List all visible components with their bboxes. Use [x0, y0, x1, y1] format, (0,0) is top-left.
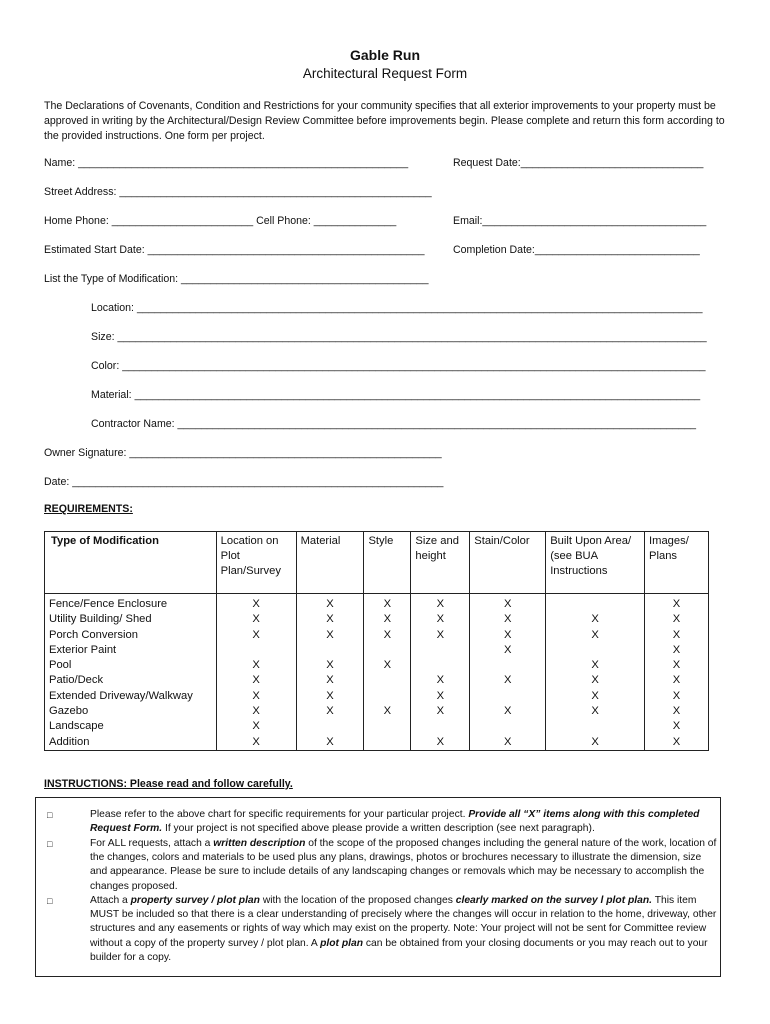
requirement-mark [546, 719, 645, 734]
modification-type-cell: Addition [45, 735, 217, 751]
intro-paragraph: The Declarations of Covenants, Condition and Restrictions for your community specifies that all exterior improvements to your property must be approved in writing by the Architectural/Design Review Committee before improvements begin. Please complete and return this form according to the provided instructions. One form per project. [44, 100, 725, 142]
checkbox-icon: □ [47, 810, 53, 820]
requirement-mark [411, 719, 470, 734]
requirement-mark: X [546, 673, 645, 688]
requirement-mark [546, 594, 645, 613]
instruction-text: For ALL requests, attach a written description of the scope of the proposed changes including the general nature of the work, location of the changes, colors and materials to be used plus any plans, drawings, photos or brochures necessary to illustrate the dimension, size and appearance. Please be sure to include details of any landscaping changes or removals which may be necessary to accomplish the changes proposed. [90, 838, 717, 892]
owner-signature-field[interactable]: Owner Signature: _____________________________________________________ [44, 447, 442, 459]
requirement-mark [364, 735, 411, 751]
contractor-name-field[interactable]: Contractor Name: ________________________________________________________________________________________ [91, 418, 697, 430]
name-field[interactable]: Name: ________________________________________________________ [44, 157, 409, 169]
requirement-mark: X [216, 735, 296, 751]
requirement-mark: X [364, 704, 411, 719]
requirement-mark: X [364, 594, 411, 613]
table-row [45, 612, 709, 627]
requirement-mark [411, 658, 470, 673]
requirement-mark [546, 643, 645, 658]
completion-date-field[interactable]: Completion Date:____________________________ [453, 244, 700, 256]
email-field[interactable]: Email:______________________________________ [453, 215, 707, 227]
street-address-field[interactable]: Street Address: _____________________________________________________ [44, 186, 432, 198]
modification-type-cell: Porch Conversion [45, 628, 217, 643]
table-row [45, 643, 709, 658]
modification-type-cell: Pool [45, 658, 217, 673]
column-header: Type of Modification [45, 532, 217, 594]
requirement-mark: X [296, 594, 364, 613]
modification-type-cell: Patio/Deck [45, 673, 217, 688]
requirement-mark: X [216, 719, 296, 734]
requirement-mark: X [470, 628, 546, 643]
requirement-mark: X [216, 594, 296, 613]
column-header: Built Upon Area/ (see BUA Instructions [546, 532, 645, 594]
size-field[interactable]: Size: ____________________________________________________________________________________________________ [91, 331, 707, 343]
table-row [45, 673, 709, 688]
table-row [45, 658, 709, 673]
requirement-mark [364, 643, 411, 658]
table-row [45, 628, 709, 643]
material-field[interactable]: Material: ________________________________________________________________________________________________ [91, 389, 701, 401]
requirement-mark: X [645, 735, 709, 751]
column-header: Stain/Color [470, 532, 546, 594]
requirement-mark: X [645, 719, 709, 734]
requirement-mark: X [296, 704, 364, 719]
requirement-mark [364, 719, 411, 734]
table-row [45, 719, 709, 734]
requirement-mark: X [216, 612, 296, 627]
column-header: Size and height [411, 532, 470, 594]
requirement-mark: X [470, 612, 546, 627]
requirement-mark: X [470, 704, 546, 719]
requirement-mark: X [645, 612, 709, 627]
requirement-mark: X [411, 594, 470, 613]
checkbox-icon: □ [47, 839, 53, 849]
form-subtitle: Architectural Request Form [302, 66, 468, 81]
modification-type-cell: Extended Driveway/Walkway [45, 689, 217, 704]
requirement-mark: X [216, 628, 296, 643]
modification-type-cell: Utility Building/ Shed [45, 612, 217, 627]
requirement-mark: X [411, 612, 470, 627]
requirement-mark: X [216, 689, 296, 704]
requirement-mark: X [645, 673, 709, 688]
requirement-mark: X [296, 689, 364, 704]
requirement-mark [296, 643, 364, 658]
requirement-mark [470, 689, 546, 704]
form-title: Gable Run [349, 47, 420, 63]
table-row [45, 689, 709, 704]
modification-type-cell: Fence/Fence Enclosure [45, 594, 217, 613]
start-date-field[interactable]: Estimated Start Date: _______________________________________________ [44, 244, 425, 256]
requirement-mark: X [296, 673, 364, 688]
requirement-mark: X [546, 689, 645, 704]
requirement-mark: X [645, 658, 709, 673]
requirement-mark: X [411, 673, 470, 688]
requirement-mark: X [470, 594, 546, 613]
column-header: Material [296, 532, 364, 594]
requirement-mark [470, 719, 546, 734]
color-field[interactable]: Color: ___________________________________________________________________________________________________ [91, 360, 706, 372]
requirement-mark: X [296, 658, 364, 673]
requirement-mark: X [411, 735, 470, 751]
table-header-row [45, 532, 709, 594]
requirement-mark: X [296, 735, 364, 751]
requirement-mark: X [411, 628, 470, 643]
table-row [45, 704, 709, 719]
requirement-mark: X [296, 628, 364, 643]
requirement-mark: X [546, 704, 645, 719]
requirement-mark: X [546, 628, 645, 643]
requirement-mark: X [411, 689, 470, 704]
requirement-mark: X [216, 658, 296, 673]
requirement-mark: X [470, 643, 546, 658]
requirement-mark: X [546, 735, 645, 751]
requirement-mark: X [546, 612, 645, 627]
requirement-mark: X [216, 673, 296, 688]
requirements-heading: REQUIREMENTS: [44, 503, 133, 515]
requirement-mark: X [364, 612, 411, 627]
table-row [45, 735, 709, 751]
requirement-mark [296, 719, 364, 734]
requirement-mark: X [364, 658, 411, 673]
requirement-mark: X [470, 735, 546, 751]
instruction-text: Please refer to the above chart for specific requirements for your particular project. Provide all “X” items along with this completed Request Form. If your project is not specified above please provide a written description (see next paragraph). [90, 809, 700, 835]
instructions-box [35, 797, 721, 977]
requirement-mark [411, 643, 470, 658]
requirement-mark: X [216, 704, 296, 719]
requirement-mark: X [546, 658, 645, 673]
column-header: Images/ Plans [645, 532, 709, 594]
location-field[interactable]: Location: ________________________________________________________________________________________________ [91, 302, 703, 314]
instructions-heading: INSTRUCTIONS: Please read and follow carefully. [44, 778, 293, 790]
requirement-mark [470, 658, 546, 673]
requirement-mark: X [645, 704, 709, 719]
modification-type-cell: Landscape [45, 719, 217, 734]
requirements-table [44, 531, 709, 751]
requirement-mark: X [645, 628, 709, 643]
requirement-mark: X [296, 612, 364, 627]
modification-type-cell: Exterior Paint [45, 643, 217, 658]
requirement-mark [364, 673, 411, 688]
phone-fields[interactable]: Home Phone: ________________________ Cell Phone: ______________ [44, 215, 397, 227]
checkbox-icon: □ [47, 896, 53, 906]
requirement-mark [216, 643, 296, 658]
modification-type-field[interactable]: List the Type of Modification: __________________________________________ [44, 273, 429, 285]
date-field[interactable]: Date: _______________________________________________________________ [44, 476, 444, 488]
requirement-mark [364, 689, 411, 704]
instruction-text: Attach a property survey / plot plan with the location of the proposed changes clearly marked on the survey l plot plan. This item MUST be included so that there is a clear understanding of precisely where the changes will occur in relation to the home, driveway, other structures and any easements or rights of way which may exist on the property. Note: Your project will not be sent for Committee review without a copy of the property survey / plot plan. A plot plan can be obtained from your closing documents or you may reach out to your builder for a copy. [90, 895, 717, 963]
requirement-mark: X [645, 643, 709, 658]
requirement-mark: X [364, 628, 411, 643]
requirement-mark: X [470, 673, 546, 688]
requirement-mark: X [411, 704, 470, 719]
table-row [45, 594, 709, 613]
request-date-field[interactable]: Request Date:_______________________________ [453, 157, 704, 169]
column-header: Style [364, 532, 411, 594]
requirement-mark: X [645, 689, 709, 704]
column-header: Location on Plot Plan/Survey [216, 532, 296, 594]
requirement-mark: X [645, 594, 709, 613]
modification-type-cell: Gazebo [45, 704, 217, 719]
